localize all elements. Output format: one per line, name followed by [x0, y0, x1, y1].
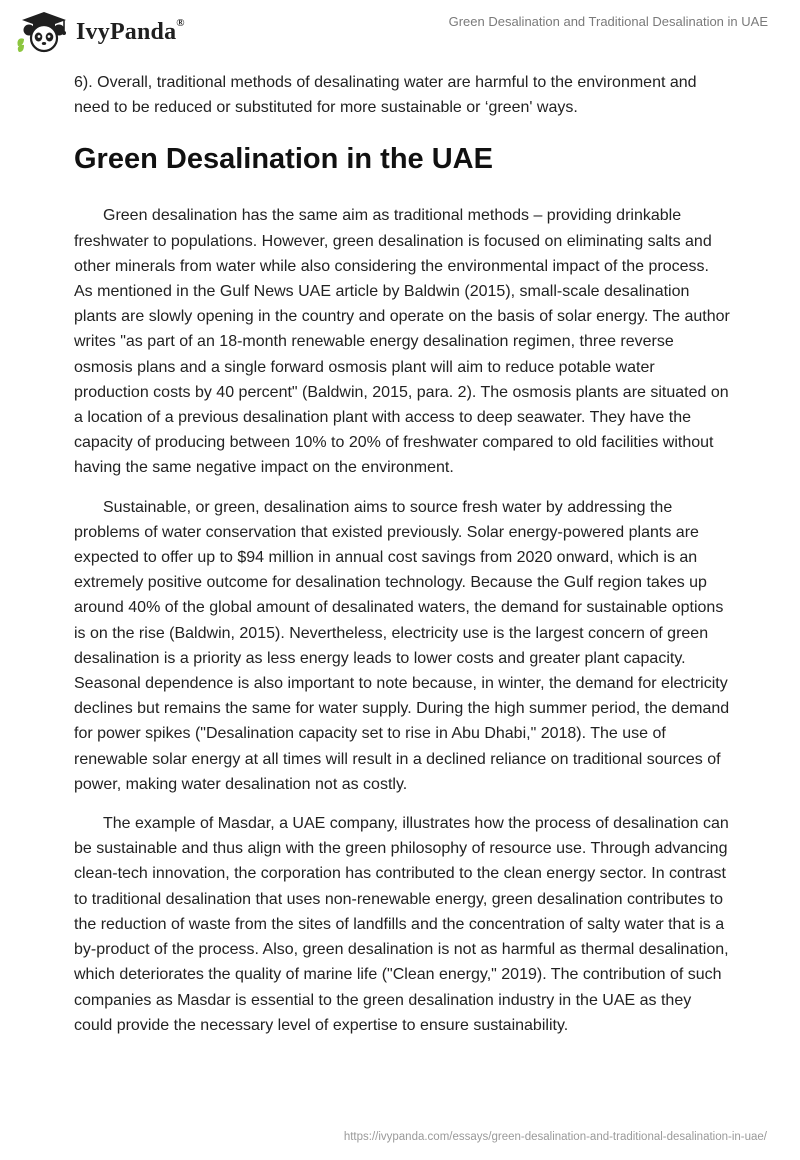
document-title: Green Desalination and Traditional Desalination in UAE — [448, 14, 768, 29]
section-heading: Green Desalination in the UAE — [74, 143, 493, 176]
body-paragraph: Green desalination has the same aim as traditional methods – providing drinkable freshwater to populations. However, green desalination is focused on eliminating salts and other minerals from water while also considering the environmental impact of the process. As mentioned in the Gulf News UAE article by Baldwin (2015), small-scale desalination plants are slowly opening in the country and operate on the basis of solar energy. The author writes "as part of an 18-month renewable energy desalination regimen, three reverse osmosis plans and a single forward osmosis plant will aim to reduce potable water production costs by 40 percent" (Baldwin, 2015, para. 2). The osmosis plants are situated on a location of a previous desalination plant with access to deep seawater. They have the capacity of producing between 10% to 20% of freshwater compared to old facilities without having the same negative impact on the environment. — [74, 207, 730, 477]
body-paragraph: The example of Masdar, a UAE company, illustrates how the process of desalination can be sustainable and thus align with the green philosophy of resource use. Through advancing clean-tech innovation, the corporation has contributed to the clean energy sector. In contrast to traditional desalination that uses non-renewable energy, green desalination contributes to the reduction of waste from the sites of landfills and the concentration of salty water that is a by-product of the process. Also, green desalination is not as harmful as thermal desalination, which deteriorates the quality of marine life ("Clean energy," 2019). The contribution of such companies as Masdar is essential to the green desalination industry in the UAE as they could provide the necessary level of expertise to ensure sustainability. — [74, 815, 729, 1034]
registered-mark: ® — [176, 16, 185, 29]
brand-logo[interactable] — [14, 10, 185, 54]
source-url-link[interactable]: https://ivypanda.com/essays/green-desalination-and-traditional-desalination-in-uae/ — [343, 1131, 767, 1143]
brand-name — [76, 16, 185, 46]
panda-graduate-icon — [14, 10, 74, 54]
intro-paragraph: 6). Overall, traditional methods of desalinating water are harmful to the environment and need to be reduced or substituted for more sustainable or ‘green' ways. — [74, 74, 697, 117]
body-paragraph: Sustainable, or green, desalination aims to source fresh water by addressing the problems of water conservation that existed previously. Solar energy-powered plants are expected to offer up to $94 million in annual cost savings from 2020 onward, which is an extremely positive outcome for desalination technology. Because the Gulf region takes up around 40% of the global amount of desalinated waters, the demand for sustainable options is on the rise (Baldwin, 2015). Nevertheless, electricity use is the largest concern of green desalination is a priority as less energy leads to lower costs and greater plant capacity. Seasonal dependence is also important to note because, in winter, the demand for electricity declines but remains the same for water supply. During the high summer period, the demand for power spikes ("Desalination capacity set to rise in Abu Dhabi," 2018). The use of renewable solar energy at all times will result in a declined reliance on traditional sources of power, making water desalination not as costly. — [74, 498, 730, 793]
brand-wordmark: IvyPanda — [76, 18, 177, 45]
page-header — [0, 0, 800, 64]
essay-content — [74, 70, 730, 1052]
